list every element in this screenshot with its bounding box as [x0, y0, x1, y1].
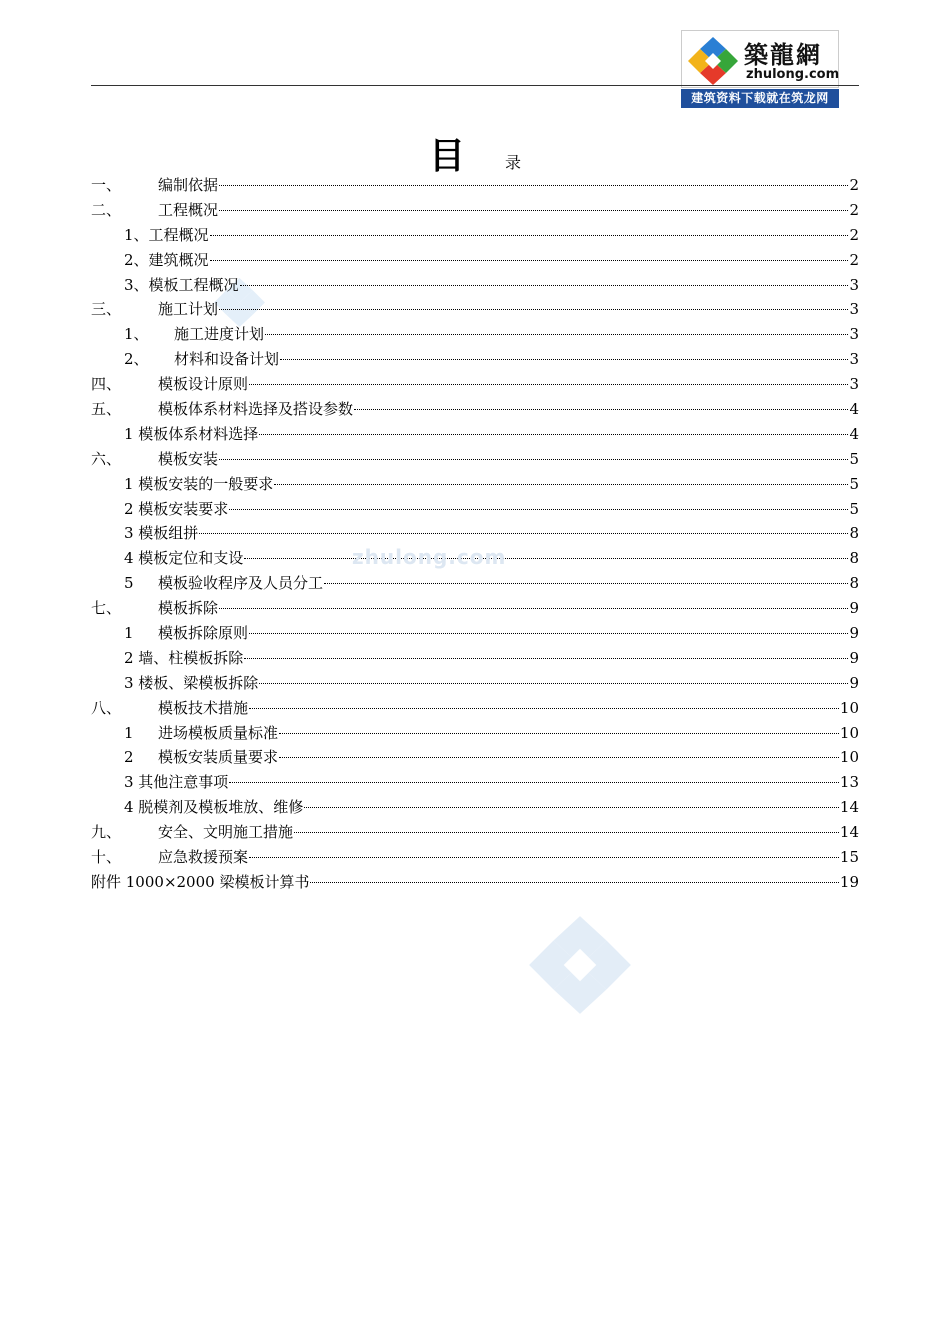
toc-page-number: 2 [849, 200, 859, 219]
toc-entry-label: 模板体系材料选择及搭设参数 [158, 400, 354, 419]
toc-entry-label: 模板设计原则 [158, 375, 249, 394]
table-of-contents [91, 173, 859, 895]
toc-dot-leader [229, 782, 839, 783]
toc-entry-number: 八、 [91, 698, 122, 717]
toc-entry-label: 模板技术措施 [158, 698, 249, 717]
toc-entry-label: 模板拆除原则 [158, 624, 249, 643]
toc-entry-label: 3 楼板、梁模板拆除 [124, 673, 259, 692]
logo-box [681, 30, 839, 88]
toc-entry-label: 施工计划 [158, 300, 219, 319]
toc-page-number: 8 [849, 574, 859, 593]
toc-entry[interactable] [91, 671, 859, 696]
toc-entry-number: 5 [124, 574, 134, 593]
toc-page-number: 5 [849, 499, 859, 518]
toc-entry-label: 2 模板安装要求 [124, 499, 229, 518]
toc-entry-number: 2、 [124, 350, 149, 369]
toc-page-number: 10 [839, 748, 859, 767]
toc-title-secondary: 录 [505, 153, 522, 172]
toc-entry-label: 2 墙、柱模板拆除 [124, 648, 244, 667]
toc-entry-label: 3 其他注意事项 [124, 773, 229, 792]
toc-dot-leader [279, 733, 839, 734]
toc-dot-leader [304, 807, 839, 808]
toc-dot-leader [210, 235, 849, 236]
toc-entry[interactable] [91, 820, 859, 845]
logo-slogan: 建筑资料下载就在筑龙网 [681, 89, 839, 108]
toc-entry-number: 四、 [91, 375, 122, 394]
toc-entry-label: 模板安装 [158, 449, 219, 468]
toc-entry[interactable] [91, 721, 859, 746]
toc-entry-number: 一、 [91, 176, 122, 194]
toc-entry[interactable] [91, 770, 859, 795]
toc-entry[interactable] [91, 422, 859, 447]
toc-page-number: 2 [849, 225, 859, 244]
toc-entry[interactable] [91, 521, 859, 546]
toc-entry[interactable] [91, 845, 859, 870]
toc-dot-leader [354, 409, 848, 410]
toc-entry-label: 1 模板体系材料选择 [124, 424, 259, 443]
toc-entry[interactable] [91, 646, 859, 671]
toc-entry-number: 五、 [91, 400, 122, 419]
toc-entry[interactable] [91, 322, 859, 347]
toc-page-number: 2 [849, 250, 859, 269]
toc-entry-number: 1 [124, 723, 134, 742]
toc-entry[interactable] [91, 870, 859, 895]
toc-entry-label: 4 模板定位和支设 [124, 549, 244, 568]
toc-dot-leader [210, 260, 849, 261]
toc-entry-number: 十、 [91, 848, 122, 867]
toc-dot-leader [280, 359, 848, 360]
toc-page-number: 9 [849, 599, 859, 618]
toc-entry-label: 附件 1000×2000 梁模板计算书 [91, 872, 310, 891]
toc-entry[interactable] [91, 347, 859, 372]
toc-entry[interactable] [91, 223, 859, 248]
toc-entry-number: 七、 [91, 599, 122, 618]
toc-page-number: 3 [849, 300, 859, 319]
toc-dot-leader [240, 285, 849, 286]
toc-entry[interactable] [91, 696, 859, 721]
toc-page-number: 15 [839, 848, 859, 867]
toc-page-number: 3 [849, 350, 859, 369]
toc-entry[interactable] [91, 571, 859, 596]
toc-entry[interactable] [91, 745, 859, 770]
toc-dot-leader [274, 484, 848, 485]
toc-page-number: 19 [839, 872, 859, 891]
toc-page-number: 13 [839, 773, 859, 792]
toc-entry-label: 安全、文明施工措施 [158, 823, 294, 842]
toc-entry[interactable] [91, 447, 859, 472]
toc-dot-leader [259, 434, 848, 435]
zhulong-logo[interactable] [681, 30, 839, 108]
toc-page-number: 4 [849, 400, 859, 419]
toc-dot-leader [310, 882, 838, 883]
toc-entry[interactable] [91, 397, 859, 422]
toc-entry-label: 2、建筑概况 [124, 250, 209, 269]
toc-page-number: 5 [849, 474, 859, 493]
toc-entry-label: 进场模板质量标准 [158, 723, 279, 742]
toc-entry-label: 1、工程概况 [124, 225, 209, 244]
watermark-text: zhulong.com [352, 545, 507, 569]
toc-dot-leader [249, 633, 848, 634]
logo-domain: zhulong.com [746, 67, 840, 82]
toc-entry[interactable] [91, 273, 859, 298]
header-rule [91, 85, 859, 86]
toc-entry-number: 六、 [91, 449, 122, 468]
toc-dot-leader [219, 608, 848, 609]
toc-page-number: 9 [849, 624, 859, 643]
toc-page-number: 10 [839, 723, 859, 742]
toc-entry-label: 3 模板组拼 [124, 524, 199, 543]
toc-entry[interactable] [91, 372, 859, 397]
logo-diamond-icon [686, 35, 740, 87]
toc-page-number: 14 [839, 798, 859, 817]
toc-dot-leader [229, 509, 848, 510]
toc-page-number: 3 [849, 375, 859, 394]
toc-page-number: 4 [849, 424, 859, 443]
toc-entry-label: 应急救援预案 [158, 848, 249, 867]
toc-dot-leader [324, 583, 848, 584]
toc-dot-leader [259, 683, 848, 684]
toc-dot-leader [219, 309, 848, 310]
toc-dot-leader [244, 658, 848, 659]
toc-page-number: 9 [849, 673, 859, 692]
toc-page-number: 8 [849, 524, 859, 543]
toc-entry[interactable] [91, 297, 859, 322]
toc-title-main: 目 [428, 135, 465, 177]
toc-dot-leader [219, 210, 848, 211]
toc-entry-label: 模板安装质量要求 [158, 748, 279, 767]
toc-entry-number: 1 [124, 624, 134, 643]
toc-page-number: 14 [839, 823, 859, 842]
toc-dot-leader [249, 708, 839, 709]
toc-entry-label: 模板验收程序及人员分工 [158, 574, 324, 593]
toc-dot-leader [265, 334, 848, 335]
toc-entry[interactable] [91, 795, 859, 820]
toc-page-number: 3 [849, 325, 859, 344]
toc-page-number: 9 [849, 648, 859, 667]
toc-entry-number: 1、 [124, 325, 149, 344]
toc-dot-leader [199, 533, 848, 534]
toc-entry-label: 4 脱模剂及模板堆放、维修 [124, 798, 304, 817]
toc-entry-number: 二、 [91, 200, 122, 219]
toc-page-number: 2 [849, 176, 859, 194]
toc-entry-label: 施工进度计划 [174, 325, 265, 344]
toc-entry-label: 1 模板安装的一般要求 [124, 474, 274, 493]
toc-entry[interactable] [91, 248, 859, 273]
toc-entry-number: 2 [124, 748, 134, 767]
watermark-logo-icon [525, 910, 635, 1020]
toc-page-number: 10 [839, 698, 859, 717]
toc-page-number: 3 [849, 275, 859, 294]
toc-dot-leader [219, 185, 848, 186]
toc-page-number: 8 [849, 549, 859, 568]
toc-entry[interactable] [91, 173, 859, 198]
toc-entry-label: 材料和设备计划 [174, 350, 280, 369]
toc-entry[interactable] [91, 198, 859, 223]
toc-entry[interactable] [91, 472, 859, 497]
toc-page-number: 5 [849, 449, 859, 468]
toc-entry-label: 模板拆除 [158, 599, 219, 618]
toc-entry[interactable] [91, 497, 859, 522]
toc-entry-label: 3、模板工程概况 [124, 275, 239, 294]
toc-dot-leader [249, 384, 848, 385]
toc-entry-label: 工程概况 [158, 200, 219, 219]
toc-dot-leader [279, 757, 839, 758]
toc-entry-number: 九、 [91, 823, 122, 842]
toc-entry[interactable] [91, 621, 859, 646]
logo-chinese-name: 築龍網 [744, 40, 822, 69]
toc-dot-leader [294, 832, 839, 833]
toc-entry-number: 三、 [91, 300, 122, 319]
toc-title [0, 128, 950, 179]
toc-dot-leader [249, 857, 839, 858]
toc-entry-label: 编制依据 [158, 176, 219, 194]
toc-entry[interactable] [91, 596, 859, 621]
toc-dot-leader [219, 459, 848, 460]
toc-dot-leader [244, 558, 848, 559]
